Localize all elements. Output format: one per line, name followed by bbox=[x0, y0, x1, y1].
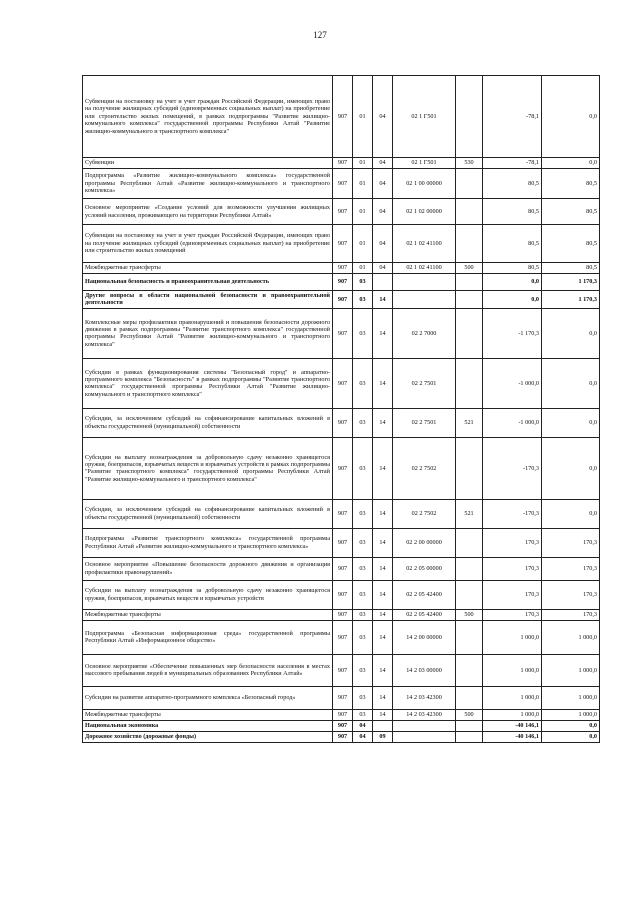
table-row bbox=[83, 686, 600, 709]
amount-change: 1 000,0 bbox=[483, 709, 542, 720]
section-code: 03 bbox=[353, 291, 373, 309]
ministry-code: 907 bbox=[333, 731, 353, 742]
expense-type bbox=[456, 225, 483, 263]
amount-change: -78,1 bbox=[483, 76, 542, 158]
amount-total: 80,5 bbox=[542, 225, 600, 263]
subsection-code: 14 bbox=[373, 308, 393, 358]
expense-type bbox=[456, 199, 483, 225]
amount-change: 170,3 bbox=[483, 557, 542, 580]
expense-type: 500 bbox=[456, 263, 483, 274]
subsection-code: 14 bbox=[373, 499, 393, 528]
row-name: Субсидии на развитие аппаратно-программного комплекса «Безопасный город» bbox=[83, 686, 333, 709]
ministry-code: 907 bbox=[333, 274, 353, 291]
ministry-code: 907 bbox=[333, 620, 353, 654]
ministry-code: 907 bbox=[333, 720, 353, 731]
budget-table bbox=[82, 75, 600, 743]
expense-type: 500 bbox=[456, 709, 483, 720]
section-code: 03 bbox=[353, 620, 373, 654]
amount-change: -1 170,3 bbox=[483, 308, 542, 358]
expense-type bbox=[456, 620, 483, 654]
target-article: 02 2 7501 bbox=[393, 358, 456, 408]
target-article bbox=[393, 274, 456, 291]
section-code: 01 bbox=[353, 263, 373, 274]
table-row bbox=[83, 169, 600, 199]
row-name: Дорожное хозяйство (дорожные фонды) bbox=[83, 731, 333, 742]
amount-total: 0,0 bbox=[542, 76, 600, 158]
amount-change: 170,3 bbox=[483, 580, 542, 609]
section-code: 03 bbox=[353, 437, 373, 499]
table-row bbox=[83, 731, 600, 742]
expense-type: 530 bbox=[456, 158, 483, 169]
target-article: 02 1 02 41100 bbox=[393, 263, 456, 274]
amount-total: 1 000,0 bbox=[542, 654, 600, 686]
subsection-code: 14 bbox=[373, 686, 393, 709]
row-name: Основное мероприятие «Создание условий для возможности улучшения жилищных условий населения, проживающего на территории Республики Алтай» bbox=[83, 199, 333, 225]
amount-total: 0,0 bbox=[542, 720, 600, 731]
subsection-code: 14 bbox=[373, 437, 393, 499]
amount-total: 80,5 bbox=[542, 169, 600, 199]
section-code: 03 bbox=[353, 580, 373, 609]
expense-type bbox=[456, 291, 483, 309]
table-row bbox=[83, 199, 600, 225]
target-article bbox=[393, 720, 456, 731]
table-row bbox=[83, 291, 600, 309]
table-row bbox=[83, 499, 600, 528]
amount-change: 80,5 bbox=[483, 199, 542, 225]
expense-type bbox=[456, 731, 483, 742]
amount-total: 0,0 bbox=[542, 358, 600, 408]
target-article: 02 1 02 41100 bbox=[393, 225, 456, 263]
amount-total: 170,3 bbox=[542, 557, 600, 580]
target-article: 02 1 02 00000 bbox=[393, 199, 456, 225]
subsection-code: 14 bbox=[373, 609, 393, 620]
ministry-code: 907 bbox=[333, 709, 353, 720]
section-code: 03 bbox=[353, 528, 373, 557]
section-code: 01 bbox=[353, 169, 373, 199]
expense-type bbox=[456, 169, 483, 199]
section-code: 03 bbox=[353, 358, 373, 408]
amount-total: 80,5 bbox=[542, 199, 600, 225]
table-row bbox=[83, 358, 600, 408]
section-code: 04 bbox=[353, 731, 373, 742]
ministry-code: 907 bbox=[333, 499, 353, 528]
expense-type bbox=[456, 528, 483, 557]
table-row bbox=[83, 274, 600, 291]
ministry-code: 907 bbox=[333, 291, 353, 309]
row-name: Основное мероприятие «Повышение безопасности дорожного движения и организация профилактики правонарушений» bbox=[83, 557, 333, 580]
expense-type bbox=[456, 654, 483, 686]
target-article bbox=[393, 731, 456, 742]
expense-type: 521 bbox=[456, 499, 483, 528]
ministry-code: 907 bbox=[333, 557, 353, 580]
target-article: 14 2 03 00000 bbox=[393, 654, 456, 686]
row-name: Комплексные меры профилактики правонарушений и повышения безопасности дорожного движения в рамках подпрограммы "Развитие транспортного комплекса" государственной программы Республики Алтай "Развитие жилищно-коммунального и транспортного комплекса" bbox=[83, 308, 333, 358]
target-article: 02 1 00 00000 bbox=[393, 169, 456, 199]
row-name: Межбюджетные трансферты bbox=[83, 709, 333, 720]
row-name: Национальная экономика bbox=[83, 720, 333, 731]
section-code: 01 bbox=[353, 225, 373, 263]
row-name: Подпрограмма «Безопасная информационная среда» государственной программы Республики Алтай «Информационное общество» bbox=[83, 620, 333, 654]
row-name: Основное мероприятие «Обеспечение повышенных мер безопасности населения в местах массового пребывания людей в муниципальных образованиях Республики Алтай» bbox=[83, 654, 333, 686]
table-row bbox=[83, 225, 600, 263]
row-name: Межбюджетные трансферты bbox=[83, 609, 333, 620]
table-row bbox=[83, 654, 600, 686]
target-article: 14 2 03 42300 bbox=[393, 709, 456, 720]
row-name: Национальная безопасность и правоохранительная деятельность bbox=[83, 274, 333, 291]
amount-total: 170,3 bbox=[542, 580, 600, 609]
ministry-code: 907 bbox=[333, 169, 353, 199]
amount-total: 0,0 bbox=[542, 731, 600, 742]
amount-change: 80,5 bbox=[483, 169, 542, 199]
amount-change: -40 146,1 bbox=[483, 731, 542, 742]
amount-change: 1 000,0 bbox=[483, 620, 542, 654]
subsection-code: 14 bbox=[373, 620, 393, 654]
target-article: 02 2 7502 bbox=[393, 437, 456, 499]
amount-total: 170,3 bbox=[542, 528, 600, 557]
subsection-code: 04 bbox=[373, 158, 393, 169]
row-name: Субсидии в рамках функционирования системы "Безопасный город" и аппаратно-программного комплекса "Безопасность" в рамках подпрограммы "Развитие транспортного комплекса" государственной программы Республики Алтай "Развитие жилищно-коммунального и транспортного комплекса" bbox=[83, 358, 333, 408]
section-code: 03 bbox=[353, 557, 373, 580]
expense-type: 521 bbox=[456, 408, 483, 437]
target-article: 02 2 7501 bbox=[393, 408, 456, 437]
row-name: Субсидии, за исключением субсидий на софинансирование капитальных вложений в объекты государственной (муниципальной) собственности bbox=[83, 499, 333, 528]
row-name: Субсидии на выплату вознаграждения за добровольную сдачу незаконно хранящегося оружия, боеприпасов, взрывчатых веществ и взрывчатых устройств в рамках подпрограммы "Развитие транспортного комплекса" государственной программы Республики Алтай "Развитие жилищно-коммунального и транспортного комплекса" bbox=[83, 437, 333, 499]
amount-total: 80,5 bbox=[542, 263, 600, 274]
section-code: 01 bbox=[353, 199, 373, 225]
target-article: 14 2 00 00000 bbox=[393, 620, 456, 654]
table-row bbox=[83, 580, 600, 609]
section-code: 03 bbox=[353, 709, 373, 720]
row-name: Субвенции на постановку на учет и учет граждан Российской Федерации, имеющих право на получение жилищных субсидий (единовременных социальных выплат) на приобретение или строительство жилых помещений bbox=[83, 225, 333, 263]
amount-change: 170,3 bbox=[483, 528, 542, 557]
subsection-code: 14 bbox=[373, 654, 393, 686]
amount-change: 170,3 bbox=[483, 609, 542, 620]
ministry-code: 907 bbox=[333, 358, 353, 408]
table-row bbox=[83, 557, 600, 580]
target-article: 02 2 05 42400 bbox=[393, 609, 456, 620]
section-code: 03 bbox=[353, 686, 373, 709]
subsection-code bbox=[373, 720, 393, 731]
amount-total: 0,0 bbox=[542, 158, 600, 169]
amount-change: -170,3 bbox=[483, 437, 542, 499]
row-name: Субсидии на выплату вознаграждения за добровольную сдачу незаконно хранящегося оружия, боеприпасов, взрывчатых веществ и взрывчатых устройств bbox=[83, 580, 333, 609]
amount-change: -78,1 bbox=[483, 158, 542, 169]
amount-change: -1 000,0 bbox=[483, 408, 542, 437]
row-name: Субвенции на постановку на учет и учет граждан Российской Федерации, имеющих право на получение жилищных субсидий (единовременных социальных выплат) на приобретение или строительство жилых помещений, в рамках подпрограммы "Развитие жилищно-коммунального комплекса" государственной программы Республики Алтай "Развитие жилищно-коммунального и транспортного комплекса" bbox=[83, 76, 333, 158]
expense-type bbox=[456, 580, 483, 609]
row-name: Межбюджетные трансферты bbox=[83, 263, 333, 274]
target-article: 02 2 05 42400 bbox=[393, 580, 456, 609]
table-row bbox=[83, 709, 600, 720]
section-code: 03 bbox=[353, 654, 373, 686]
amount-total: 0,0 bbox=[542, 308, 600, 358]
row-name: Субсидии, за исключением субсидий на софинансирование капитальных вложений в объекты государственной (муниципальной) собственности bbox=[83, 408, 333, 437]
row-name: Подпрограмма «Развитие жилищно-коммунального комплекса» государственной программы Республики Алтай «Развитие жилищно-коммунального и транспортного комплекса» bbox=[83, 169, 333, 199]
ministry-code: 907 bbox=[333, 609, 353, 620]
subsection-code: 14 bbox=[373, 408, 393, 437]
subsection-code: 09 bbox=[373, 731, 393, 742]
ministry-code: 907 bbox=[333, 580, 353, 609]
amount-change: -1 000,0 bbox=[483, 358, 542, 408]
subsection-code: 04 bbox=[373, 199, 393, 225]
amount-change: -40 146,1 bbox=[483, 720, 542, 731]
subsection-code: 14 bbox=[373, 580, 393, 609]
amount-total: 1 000,0 bbox=[542, 709, 600, 720]
expense-type bbox=[456, 557, 483, 580]
target-article bbox=[393, 291, 456, 309]
table-row bbox=[83, 263, 600, 274]
subsection-code: 04 bbox=[373, 225, 393, 263]
amount-total: 0,0 bbox=[542, 437, 600, 499]
table-row bbox=[83, 308, 600, 358]
expense-type: 500 bbox=[456, 609, 483, 620]
ministry-code: 907 bbox=[333, 199, 353, 225]
table-row bbox=[83, 408, 600, 437]
target-article: 02 2 00 00000 bbox=[393, 528, 456, 557]
expense-type bbox=[456, 720, 483, 731]
subsection-code: 14 bbox=[373, 557, 393, 580]
table-row bbox=[83, 437, 600, 499]
amount-change: -170,3 bbox=[483, 499, 542, 528]
ministry-code: 907 bbox=[333, 308, 353, 358]
ministry-code: 907 bbox=[333, 686, 353, 709]
target-article: 02 2 7000 bbox=[393, 308, 456, 358]
section-code: 03 bbox=[353, 274, 373, 291]
section-code: 04 bbox=[353, 720, 373, 731]
amount-total: 0,0 bbox=[542, 408, 600, 437]
target-article: 02 2 05 00000 bbox=[393, 557, 456, 580]
amount-change: 80,5 bbox=[483, 263, 542, 274]
target-article: 14 2 03 42300 bbox=[393, 686, 456, 709]
ministry-code: 907 bbox=[333, 263, 353, 274]
subsection-code: 14 bbox=[373, 358, 393, 408]
table-row bbox=[83, 620, 600, 654]
amount-total: 1 000,0 bbox=[542, 620, 600, 654]
amount-total: 1 170,3 bbox=[542, 291, 600, 309]
amount-change: 80,5 bbox=[483, 225, 542, 263]
table-row bbox=[83, 609, 600, 620]
section-code: 01 bbox=[353, 76, 373, 158]
target-article: 02 1 Г501 bbox=[393, 158, 456, 169]
ministry-code: 907 bbox=[333, 408, 353, 437]
ministry-code: 907 bbox=[333, 158, 353, 169]
section-code: 03 bbox=[353, 499, 373, 528]
section-code: 03 bbox=[353, 408, 373, 437]
amount-change: 1 000,0 bbox=[483, 686, 542, 709]
section-code: 01 bbox=[353, 158, 373, 169]
ministry-code: 907 bbox=[333, 654, 353, 686]
ministry-code: 907 bbox=[333, 225, 353, 263]
section-code: 03 bbox=[353, 308, 373, 358]
expense-type bbox=[456, 76, 483, 158]
expense-type bbox=[456, 686, 483, 709]
ministry-code: 907 bbox=[333, 76, 353, 158]
table-row bbox=[83, 158, 600, 169]
row-name: Другие вопросы в области национальной безопасности и правоохранительной деятельности bbox=[83, 291, 333, 309]
section-code: 03 bbox=[353, 609, 373, 620]
subsection-code: 04 bbox=[373, 263, 393, 274]
target-article: 02 1 Г501 bbox=[393, 76, 456, 158]
expense-type bbox=[456, 308, 483, 358]
subsection-code: 04 bbox=[373, 169, 393, 199]
amount-change: 0,0 bbox=[483, 274, 542, 291]
page-number: 127 bbox=[313, 30, 327, 40]
amount-total: 0,0 bbox=[542, 499, 600, 528]
table-row bbox=[83, 528, 600, 557]
ministry-code: 907 bbox=[333, 528, 353, 557]
expense-type bbox=[456, 437, 483, 499]
subsection-code: 04 bbox=[373, 76, 393, 158]
subsection-code: 14 bbox=[373, 528, 393, 557]
amount-total: 1 000,0 bbox=[542, 686, 600, 709]
expense-type bbox=[456, 358, 483, 408]
expense-type bbox=[456, 274, 483, 291]
amount-change: 1 000,0 bbox=[483, 654, 542, 686]
amount-total: 1 170,3 bbox=[542, 274, 600, 291]
amount-total: 170,3 bbox=[542, 609, 600, 620]
table-row bbox=[83, 720, 600, 731]
row-name: Субвенции bbox=[83, 158, 333, 169]
target-article: 02 2 7502 bbox=[393, 499, 456, 528]
table-row bbox=[83, 76, 600, 158]
subsection-code: 14 bbox=[373, 291, 393, 309]
amount-change: 0,0 bbox=[483, 291, 542, 309]
subsection-code bbox=[373, 274, 393, 291]
ministry-code: 907 bbox=[333, 437, 353, 499]
subsection-code: 14 bbox=[373, 709, 393, 720]
row-name: Подпрограмма «Развитие транспортного комплекса» государственной программы Республики Алтай «Развитие жилищно-коммунального и транспортного комплекса» bbox=[83, 528, 333, 557]
